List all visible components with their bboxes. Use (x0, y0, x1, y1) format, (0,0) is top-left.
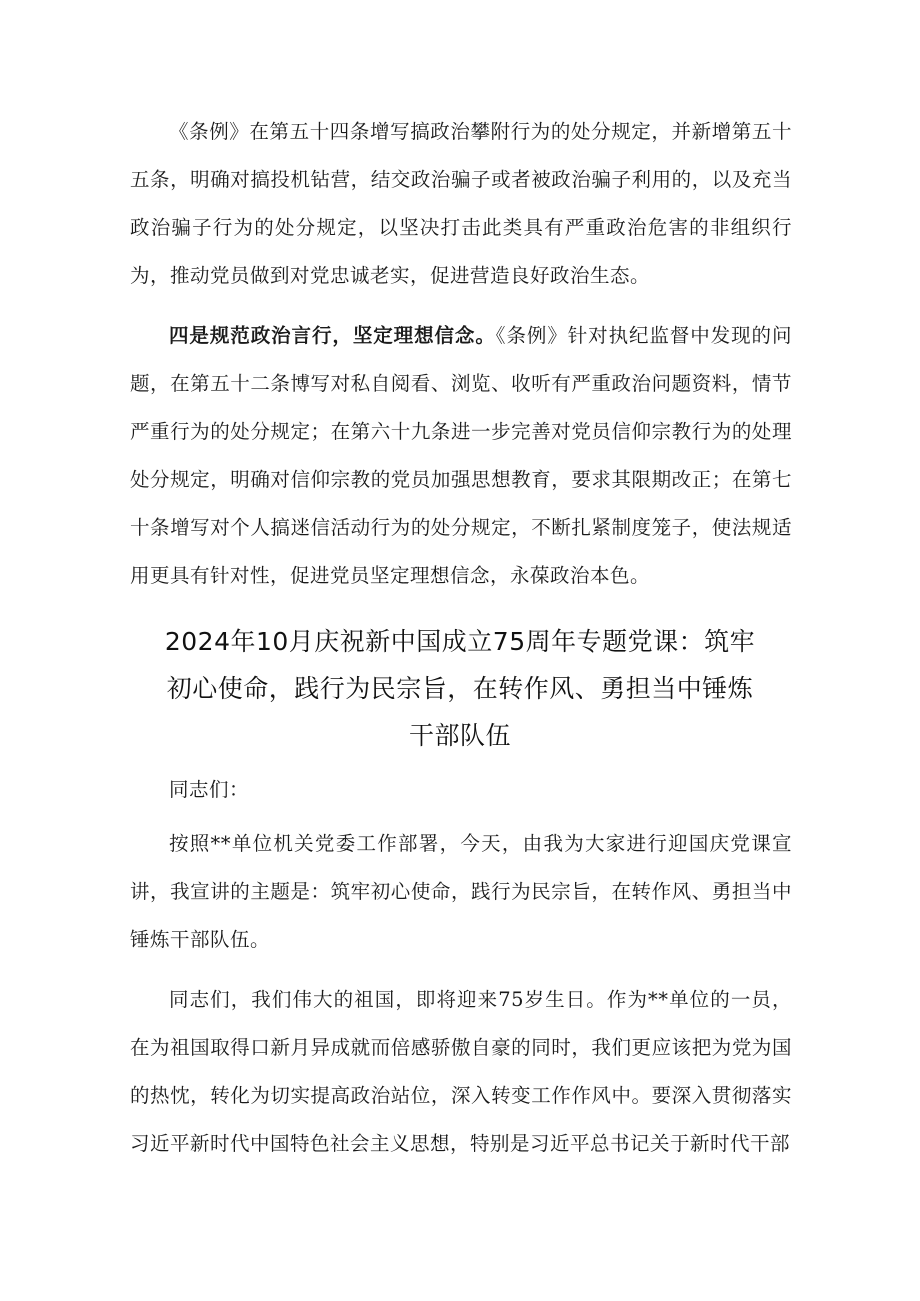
paragraph-political-attachment: 《条例》在第五十四条增写搞政治攀附行为的处分规定，并新增第五十五条，明确对搞投机钻营，结交政治骗子或者被政治骗子利用的，以及充当政治骗子行为的处分规定，以坚决打击此类具有严重政治危害的非组织行为，推动党员做到对党忠诚老实，促进营造良好政治生态。 (130, 120, 792, 287)
section-body (130, 108, 792, 612)
paragraph-political-speech (130, 312, 792, 600)
article-title-line-2: 初心使命，践行为民宗旨，在转作风、勇担当中锤炼 (166, 674, 754, 703)
article-title-line-3: 干部队伍 (408, 721, 511, 750)
article-body (130, 820, 792, 1180)
paragraph-introduction: 按照**单位机关党委工作部署，今天，由我为大家进行迎国庆党课宣讲，我宣讲的主题是：筑牢初心使命，践行为民宗旨，在转作风、勇担当中锤炼干部队伍。 (130, 832, 792, 951)
article-title (90, 618, 830, 759)
article-title-line-1: 2024年10月庆祝新中国成立75周年专题党课：筑牢 (164, 627, 756, 656)
paragraph-lead-heading: 四是规范政治言行，坚定理想信念。 (169, 324, 496, 347)
paragraph-anniversary: 同志们，我们伟大的祖国，即将迎来75岁生日。作为**单位的一员，在为祖国取得口新月异成就而倍感骄傲自豪的同时，我们更应该把为党为国的热忱，转化为切实提高政治站位，深入转变工作作风中。要深入贯彻落实习近平新时代中国特色社会主义思想，特别是习近平总书记关于新时代干部 (130, 988, 792, 1155)
salutation: 同志们： (169, 778, 250, 801)
paragraph-body-text: 《条例》针对执纪监督中发现的问题，在第五十二条博写对私自阅看、浏览、收听有严重政治问题资料，情节严重行为的处分规定；在第六十九条进一步完善对党员信仰宗教行为的处理处分规定，明确对信仰宗教的党员加强思想教育，要求其限期改正；在第七十条增写对个人搞迷信活动行为的处分规定，不断扎紧制度笼子，使法规适用更具有针对性，促进党员坚定理想信念，永葆政治本色。 (130, 324, 792, 587)
